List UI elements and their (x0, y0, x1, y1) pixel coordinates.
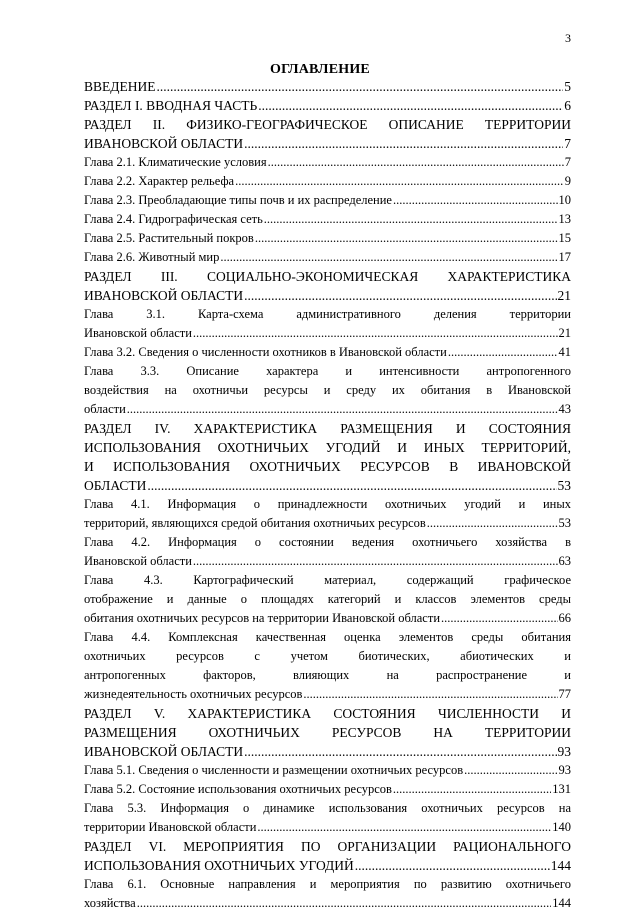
toc-page-number: 17 (558, 250, 571, 264)
dot-leader (393, 780, 551, 799)
toc-entry-text: хозяйства (84, 896, 136, 910)
toc-entry-text: Глава 4.2. Информация о состоянии ведения охотничьего хозяйства в (84, 535, 571, 549)
toc-page-number: 7 (564, 155, 571, 169)
dot-leader (193, 552, 558, 571)
toc-entry-text: Глава 4.3. Картографический материал, содержащий графическое (84, 573, 571, 587)
toc-entry[interactable] (84, 571, 571, 628)
dot-leader (220, 248, 557, 267)
toc-entry-text: ИСПОЛЬЗОВАНИЯ ОХОТНИЧЬИХ УГОДИЙ И ИНЫХ ТЕРРИТОРИЙ, (84, 440, 571, 455)
toc-entry-text: Ивановской области (84, 554, 192, 568)
toc-entry-text: обитания охотничьих ресурсов на территории Ивановской области (84, 611, 441, 625)
dot-leader (258, 96, 563, 115)
toc-page-number: 7 (564, 136, 571, 151)
toc-page-number: 77 (558, 687, 571, 701)
toc-entry-text: Глава 3.2. Сведения о численности охотников в Ивановской области (84, 345, 447, 359)
toc-entry-text: РАЗДЕЛ II. ФИЗИКО-ГЕОГРАФИЧЕСКОЕ ОПИСАНИЕ ТЕРРИТОРИИ (84, 117, 571, 132)
dot-leader (244, 742, 556, 761)
toc-entry[interactable] (84, 115, 571, 153)
toc-entry[interactable] (84, 343, 571, 362)
toc-entry[interactable] (84, 628, 571, 704)
toc-page-number: 53 (558, 516, 571, 530)
toc-page-number: 144 (550, 858, 571, 873)
toc-page-number: 13 (558, 212, 571, 226)
toc-entry[interactable] (84, 419, 571, 495)
toc-entry-text: ОБЛАСТИ (84, 478, 147, 493)
toc-page-number: 93 (557, 744, 571, 759)
toc-page-number: 53 (557, 478, 571, 493)
toc-entry-text: антропогенных факторов, влияющих на распространение и (84, 668, 571, 682)
toc-entry-text: области (84, 402, 126, 416)
toc-entry[interactable] (84, 229, 571, 248)
toc-entry[interactable] (84, 210, 571, 229)
toc-page-number: 131 (552, 782, 571, 796)
toc-entry-text: Глава 2.6. Животный мир (84, 250, 220, 264)
toc-entry[interactable] (84, 780, 571, 799)
toc-entry[interactable] (84, 248, 571, 267)
toc-page-number: 21 (557, 288, 571, 303)
dot-leader (147, 476, 556, 495)
toc-entry-text: РАЗДЕЛ V. ХАРАКТЕРИСТИКА СОСТОЯНИЯ ЧИСЛЕННОСТИ И (84, 706, 571, 721)
toc-entry-text: Глава 3.3. Описание характера и интенсивности антропогенного (84, 364, 571, 378)
toc-entry-text: Глава 3.1. Карта-схема административного деления территории (84, 307, 571, 321)
toc-entry-text: территории Ивановской области (84, 820, 257, 834)
toc-page-number: 66 (558, 611, 571, 625)
dot-leader (393, 191, 558, 210)
dot-leader (268, 153, 564, 172)
toc-entry-text: воздействия на охотничьи ресурсы и среду их обитания в Ивановской (84, 383, 571, 397)
toc-entry[interactable] (84, 77, 571, 96)
toc-entry-text: Глава 2.5. Растительный покров (84, 231, 254, 245)
toc-page-number: 144 (552, 896, 571, 910)
toc-entry-text: Глава 5.1. Сведения о численности и размещении охотничьих ресурсов (84, 763, 464, 777)
toc-entry[interactable] (84, 153, 571, 172)
dot-leader (441, 609, 557, 628)
toc-entry-text: РАЗДЕЛ III. СОЦИАЛЬНО-ЭКОНОМИЧЕСКАЯ ХАРАКТЕРИСТИКА (84, 269, 571, 284)
toc-page-number: 93 (558, 763, 571, 777)
dot-leader (264, 210, 558, 229)
toc-entry[interactable] (84, 172, 571, 191)
toc-page-number: 140 (552, 820, 571, 834)
toc-entry[interactable] (84, 96, 571, 115)
toc-entry-text: ИВАНОВСКОЙ ОБЛАСТИ (84, 136, 244, 151)
toc-entry-text: РАЗДЕЛ IV. ХАРАКТЕРИСТИКА РАЗМЕЩЕНИЯ И СОСТОЯНИЯ (84, 421, 571, 436)
toc-page-number: 21 (558, 326, 571, 340)
dot-leader (303, 685, 557, 704)
toc-entry-text: ИВАНОВСКОЙ ОБЛАСТИ (84, 288, 244, 303)
toc-entry-text: жизнедеятельность охотничьих ресурсов (84, 687, 303, 701)
toc-entry-text: Глава 6.1. Основные направления и мероприятия по развитию охотничьего (84, 877, 571, 891)
toc-entry-text: РАЗМЕЩЕНИЯ ОХОТНИЧЬИХ РЕСУРСОВ НА ТЕРРИТОРИИ (84, 725, 571, 740)
dot-leader (127, 400, 558, 419)
toc-entry[interactable] (84, 761, 571, 780)
toc-entry[interactable] (84, 305, 571, 343)
dot-leader (448, 343, 558, 362)
toc-entry-text: ИВАНОВСКОЙ ОБЛАСТИ (84, 744, 244, 759)
toc-entry-text: Глава 5.2. Состояние использования охотничьих ресурсов (84, 782, 392, 796)
toc-entry[interactable] (84, 837, 571, 875)
toc-entry[interactable] (84, 495, 571, 533)
dot-leader (255, 229, 558, 248)
toc-page-number: 9 (564, 174, 571, 188)
dot-leader (193, 324, 558, 343)
page-number: 3 (565, 31, 571, 45)
dot-leader (156, 77, 563, 96)
toc-entry-text: Глава 4.1. Информация о принадлежности охотничьих угодий и иных (84, 497, 571, 511)
toc-page-number: 5 (564, 79, 571, 94)
toc-entry-text: Ивановской области (84, 326, 192, 340)
toc-entry[interactable] (84, 191, 571, 210)
page-title: ОГЛАВЛЕНИЕ (270, 62, 370, 77)
dot-leader (257, 818, 551, 837)
toc-entry-text: ИСПОЛЬЗОВАНИЯ ОХОТНИЧЬИХ УГОДИЙ (84, 858, 354, 873)
dot-leader (244, 286, 556, 305)
toc-entry[interactable] (84, 267, 571, 305)
toc-entry[interactable] (84, 533, 571, 571)
toc-page-number: 10 (558, 193, 571, 207)
toc-page-number: 41 (558, 345, 571, 359)
toc-entry-text: охотничьих ресурсов с учетом биотических, абиотических и (84, 649, 571, 663)
dot-leader (427, 514, 558, 533)
toc-entry[interactable] (84, 799, 571, 837)
toc-entry-text: Глава 4.4. Комплексная качественная оценка элементов среды обитания (84, 630, 571, 644)
toc-entry-text: Глава 2.1. Климатические условия (84, 155, 267, 169)
toc-entry-text: РАЗДЕЛ I. ВВОДНАЯ ЧАСТЬ (84, 98, 258, 113)
toc-entry-text: отображение и данные о площадях категорий и классов элементов среды (84, 592, 571, 606)
toc-entry-text: И ИСПОЛЬЗОВАНИЯ ОХОТНИЧЬИХ РЕСУРСОВ В ИВАНОВСКОЙ (84, 459, 571, 474)
dot-leader (244, 134, 563, 153)
toc-entry[interactable] (84, 362, 571, 419)
toc-entry-text: территорий, являющихся средой обитания охотничьих ресурсов (84, 516, 426, 530)
toc-page-number: 63 (558, 554, 571, 568)
toc-entry-text: Глава 2.4. Гидрографическая сеть (84, 212, 263, 226)
toc-entry-text: Глава 2.2. Характер рельефа (84, 174, 235, 188)
toc-entry-text: ВВЕДЕНИЕ (84, 79, 156, 94)
dot-leader (235, 172, 564, 191)
toc-page-number: 15 (558, 231, 571, 245)
toc-page-number: 43 (558, 402, 571, 416)
toc-page-number: 6 (564, 98, 571, 113)
table-of-contents (84, 77, 571, 913)
dot-leader (137, 894, 552, 913)
toc-entry-text: Глава 2.3. Преобладающие типы почв и их распределение (84, 193, 392, 207)
toc-entry[interactable] (84, 875, 571, 913)
dot-leader (464, 761, 557, 780)
toc-entry[interactable] (84, 704, 571, 761)
dot-leader (355, 856, 550, 875)
toc-entry-text: РАЗДЕЛ VI. МЕРОПРИЯТИЯ ПО ОРГАНИЗАЦИИ РАЦИОНАЛЬНОГО (84, 839, 571, 854)
toc-entry-text: Глава 5.3. Информация о динамике использования охотничьих ресурсов на (84, 801, 571, 815)
